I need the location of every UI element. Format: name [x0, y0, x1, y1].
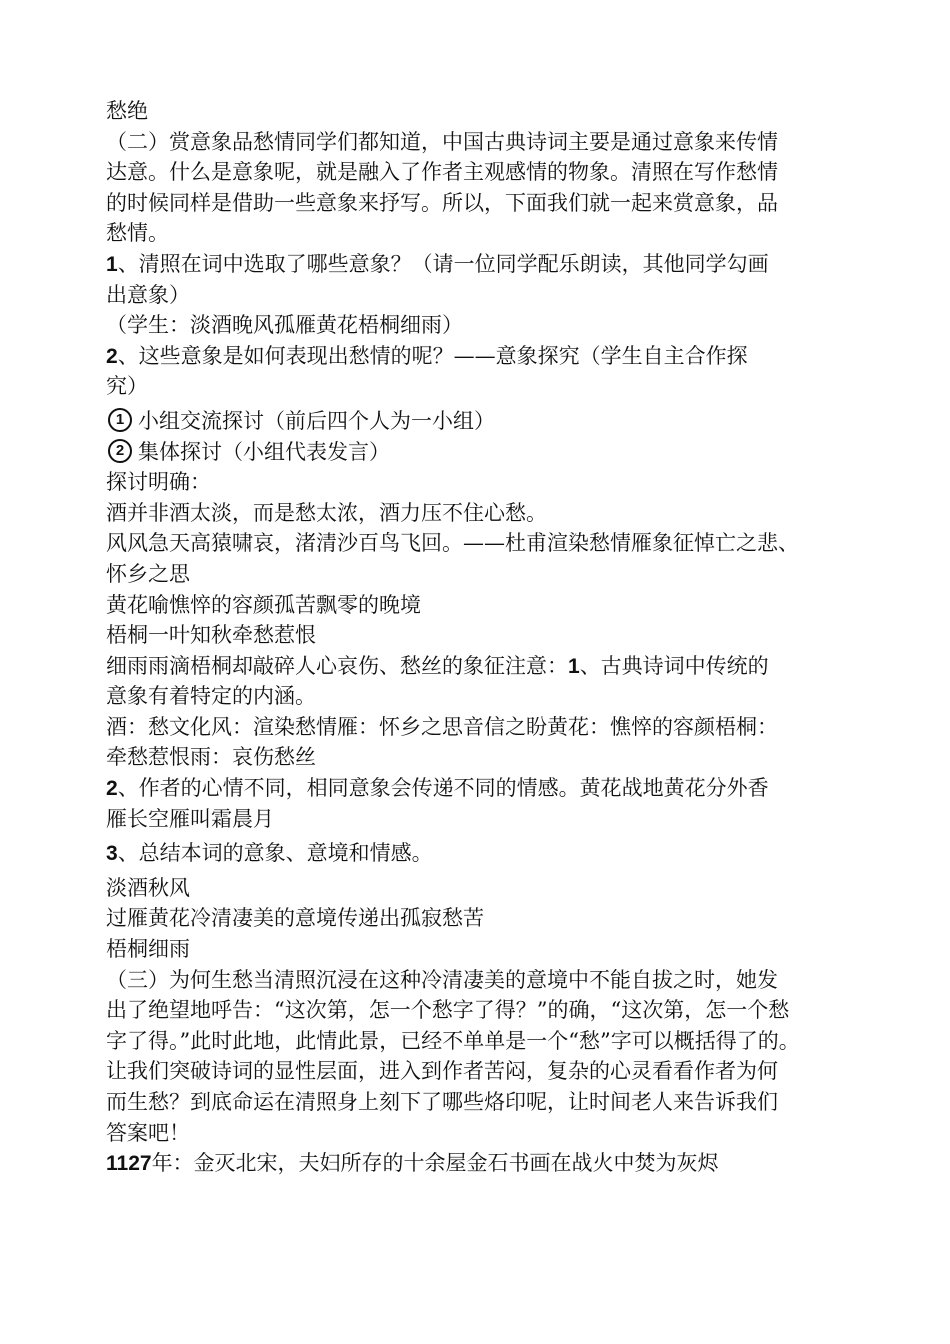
text-line: 出了绝望地呼告：“这次第，怎一个愁字了得？”的确，“这次第，怎一个愁 — [106, 998, 790, 1023]
note-2 — [106, 773, 866, 804]
text-line: 愁绝 — [106, 99, 148, 123]
circled-number-icon: 1 — [108, 408, 132, 432]
text-line: 意象有着特定的内涵。 — [106, 684, 316, 709]
text-line: 达意。什么是意象呢，就是融入了作者主观感情的物象。清照在写作愁情 — [106, 160, 778, 185]
question-2 — [106, 341, 866, 372]
text-line: 酒：愁文化风：渲染愁情雁：怀乡之思音信之盼黄花：憔悴的容颜梧桐： — [106, 714, 778, 739]
section-three-heading: （三）为何生愁当清照沉浸在这种冷清凄美的意境中不能自拔之时，她发 — [106, 967, 778, 992]
question-number: 2 — [106, 344, 118, 368]
text-line: 探讨明确： — [106, 470, 211, 495]
text-line: 字了得。”此时此地，此情此景，已经不单单是一个“愁”字可以概括得了的。 — [106, 1028, 800, 1053]
question-3 — [106, 838, 866, 869]
note-number: 1 — [568, 654, 580, 678]
text-line: 淡酒秋风 — [106, 875, 190, 900]
text-line: 而生愁？到底命运在清照身上刻下了哪些烙印呢，让时间老人来告诉我们 — [106, 1090, 778, 1114]
section-two-heading: （二）赏意象品愁情同学们都知道，中国古典诗词主要是通过意象来传情 — [106, 129, 778, 154]
text-line: 答案吧！ — [106, 1120, 190, 1145]
question-number: 1 — [106, 252, 118, 276]
text-span: 细雨雨滴梧桐却敲碎人心哀伤、愁丝的象征注意： — [106, 653, 568, 678]
question-text: 、总结本词的意象、意境和情感。 — [117, 841, 433, 866]
text-line: 黄花喻憔悴的容颜孤苦飘零的晚境 — [106, 592, 421, 617]
step-text: 小组交流探讨（前后四个人为一小组） — [138, 408, 495, 433]
text-line: 的时候同样是借助一些意象来抒写。所以，下面我们就一起来赏意象，品 — [106, 190, 778, 215]
text-line: 过雁黄花冷清凄美的意境传递出孤寂愁苦 — [106, 906, 484, 931]
timeline-entry — [106, 1148, 866, 1179]
text-line: 风风急天高猿啸哀，渚清沙百鸟飞回。——杜甫渲染愁情雁象征悼亡之悲、 — [106, 531, 799, 556]
year: 1127 — [106, 1152, 152, 1176]
question-number: 3 — [106, 842, 118, 866]
timeline-text: 年：金灭北宋，夫妇所存的十余屋金石书画在战火中焚为灰烬 — [151, 1151, 719, 1176]
question-text: 、这些意象是如何表现出愁情的呢？——意象探究（学生自主合作探 — [117, 343, 748, 368]
text-line: 究） — [106, 374, 148, 399]
text-line: 愁情。 — [106, 221, 169, 246]
step-2 — [106, 437, 866, 468]
text-line: 牵愁惹恨雨：哀伤愁丝 — [106, 745, 316, 770]
circled-number-icon: 2 — [108, 439, 132, 463]
text-line: 让我们突破诗词的显性层面，进入到作者苦闷，复杂的心灵看看作者为何 — [106, 1059, 778, 1084]
question-1 — [106, 249, 866, 280]
note-number: 2 — [106, 777, 118, 801]
text-line: 梧桐细雨 — [106, 937, 190, 962]
text-line: 出意象） — [106, 282, 190, 307]
question-text: 、清照在词中选取了哪些意象？（请一位同学配乐朗读，其他同学勾画 — [117, 251, 769, 276]
step-text: 集体探讨（小组代表发言） — [138, 439, 390, 464]
document-page — [106, 96, 866, 1179]
text-line: 酒并非酒太淡，而是愁太浓，酒力压不住心愁。 — [106, 500, 547, 525]
step-1 — [106, 406, 866, 437]
text-span: 、作者的心情不同，相同意象会传递不同的情感。黄花战地黄花分外香 — [117, 776, 769, 801]
text-line: 雁长空雁叫霜晨月 — [106, 806, 274, 831]
text-line: 怀乡之思 — [106, 561, 190, 586]
text-line: 梧桐一叶知秋牵愁惹恨 — [106, 623, 316, 648]
text-line — [106, 651, 866, 682]
text-span: 、古典诗词中传统的 — [579, 653, 769, 678]
student-answer: （学生：淡酒晚风孤雁黄花梧桐细雨） — [106, 313, 463, 338]
